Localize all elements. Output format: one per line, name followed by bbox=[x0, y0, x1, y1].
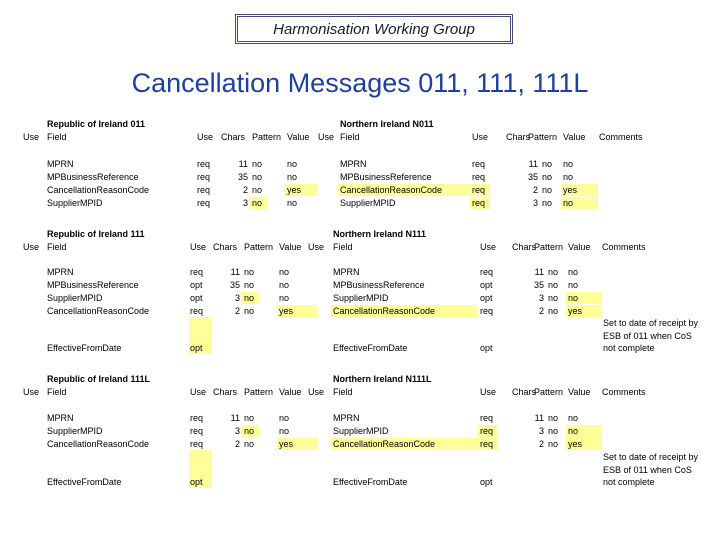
ni-field-header: Field bbox=[333, 387, 353, 397]
roi-use-header: Use bbox=[23, 242, 40, 252]
banner-text: Harmonisation Working Group bbox=[273, 20, 475, 38]
ni-row-value: yes bbox=[563, 185, 578, 195]
roi-row-pattern: no bbox=[252, 159, 263, 169]
roi-row-value: no bbox=[279, 413, 290, 423]
ni-comment-line: ESB of 011 when CoS bbox=[603, 330, 692, 341]
roi-row-use: req bbox=[197, 172, 211, 182]
ni-row-value: no bbox=[568, 267, 579, 277]
ni-section-title: Northern Ireland N111L bbox=[333, 374, 432, 384]
roi-chars-header: Chars bbox=[221, 132, 246, 142]
ni-pattern-header: Pattern bbox=[528, 132, 558, 142]
roi-row-chars: 35 bbox=[237, 172, 248, 182]
roi-row-field: SupplierMPID bbox=[47, 426, 103, 436]
roi-row-use: req bbox=[197, 198, 211, 208]
ni-comment-line: Set to date of receipt by bbox=[603, 318, 699, 328]
ni-row-use: req bbox=[480, 413, 494, 423]
roi-row-use: opt bbox=[190, 280, 203, 290]
roi-row-field: MPRN bbox=[47, 159, 74, 169]
ni-col-use-header: Use bbox=[480, 387, 497, 397]
ni-row-chars: 11 bbox=[534, 267, 544, 277]
roi-chars-header: Chars bbox=[213, 242, 238, 252]
roi-chars-header: Chars bbox=[213, 387, 238, 397]
roi-row-chars: 11 bbox=[230, 267, 240, 277]
roi-row-field: MPRN bbox=[47, 267, 74, 277]
roi-row-use: opt bbox=[190, 343, 203, 353]
roi-value-header: Value bbox=[279, 242, 302, 252]
ni-row-use: opt bbox=[480, 293, 493, 303]
roi-row-value: no bbox=[279, 426, 290, 436]
roi-row-field: SupplierMPID bbox=[47, 198, 103, 208]
roi-use-header: Use bbox=[23, 387, 40, 397]
roi-row-field: MPBusinessReference bbox=[47, 280, 139, 290]
roi-section-title: Republic of Ireland 111L bbox=[47, 374, 151, 384]
ni-row-chars: 3 bbox=[532, 198, 538, 208]
roi-section-title: Republic of Ireland 111 bbox=[47, 229, 145, 239]
ni-row-use: req bbox=[472, 198, 486, 208]
ni-use-header: Use bbox=[308, 387, 325, 397]
ni-field-header: Field bbox=[340, 132, 360, 142]
roi-row-pattern: no bbox=[244, 413, 255, 423]
ni-comments-header: Comments bbox=[602, 387, 646, 397]
slide-title: Cancellation Messages 011, 111, 111L bbox=[131, 68, 589, 98]
ni-row-use: req bbox=[480, 426, 494, 436]
roi-row-value: no bbox=[287, 159, 298, 169]
ni-row-pattern: no bbox=[542, 159, 553, 169]
ni-comment-line: not complete bbox=[603, 477, 655, 487]
roi-row-pattern: no bbox=[244, 439, 255, 449]
ni-row-field: MPBusinessReference bbox=[340, 172, 432, 182]
ni-row-pattern: no bbox=[548, 426, 559, 436]
ni-use-header: Use bbox=[308, 242, 325, 252]
roi-row-field: EffectiveFromDate bbox=[47, 343, 122, 353]
ni-chars-header: Chars bbox=[506, 132, 531, 142]
roi-row-pattern: no bbox=[252, 185, 263, 195]
ni-row-pattern: no bbox=[548, 413, 559, 423]
ni-row-chars: 3 bbox=[538, 426, 544, 436]
ni-pattern-header: Pattern bbox=[534, 387, 564, 397]
roi-row-pattern: no bbox=[244, 280, 255, 290]
roi-row-chars: 3 bbox=[234, 426, 240, 436]
ni-row-pattern: no bbox=[542, 172, 553, 182]
roi-pattern-header: Pattern bbox=[244, 242, 274, 252]
roi-row-pattern: no bbox=[252, 198, 263, 208]
roi-field-header: Field bbox=[47, 132, 67, 142]
ni-row-use: req bbox=[472, 185, 486, 195]
ni-row-use: req bbox=[480, 439, 494, 449]
ni-section-title: Northern Ireland N011 bbox=[340, 119, 434, 129]
ni-col-use-header: Use bbox=[480, 242, 497, 252]
ni-row-value: no bbox=[563, 198, 574, 208]
roi-row-chars: 11 bbox=[230, 413, 240, 423]
ni-chars-header: Chars bbox=[512, 387, 537, 397]
ni-row-field: CancellationReasonCode bbox=[333, 439, 436, 449]
ni-row-value: yes bbox=[568, 306, 583, 316]
ni-row-value: no bbox=[568, 413, 579, 423]
ni-chars-header: Chars bbox=[512, 242, 537, 252]
ni-row-chars: 35 bbox=[533, 280, 544, 290]
roi-row-use: req bbox=[197, 185, 211, 195]
ni-row-pattern: no bbox=[542, 198, 553, 208]
roi-row-use: req bbox=[197, 159, 211, 169]
roi-row-value: no bbox=[279, 267, 290, 277]
roi-value-header: Value bbox=[287, 132, 310, 142]
roi-section-title: Republic of Ireland 011 bbox=[47, 119, 146, 129]
ni-row-pattern: no bbox=[548, 439, 559, 449]
ni-row-use: opt bbox=[480, 343, 493, 353]
ni-row-value: yes bbox=[568, 439, 583, 449]
ni-section-title: Northern Ireland N111 bbox=[333, 229, 427, 239]
roi-row-value: no bbox=[287, 172, 298, 182]
ni-row-field: SupplierMPID bbox=[333, 426, 389, 436]
ni-row-pattern: no bbox=[548, 306, 559, 316]
ni-row-field: MPRN bbox=[333, 267, 360, 277]
roi-row-chars: 2 bbox=[242, 185, 248, 195]
ni-col-use-header: Use bbox=[472, 132, 489, 142]
working-group-banner bbox=[235, 14, 513, 44]
roi-row-field: MPRN bbox=[47, 413, 74, 423]
ni-row-field: MPRN bbox=[340, 159, 367, 169]
ni-row-chars: 3 bbox=[538, 293, 544, 303]
ni-value-header: Value bbox=[563, 132, 586, 142]
roi-row-pattern: no bbox=[244, 426, 255, 436]
ni-comment-line: Set to date of receipt by bbox=[603, 452, 699, 462]
roi-row-field: CancellationReasonCode bbox=[47, 185, 150, 195]
ni-row-pattern: no bbox=[542, 185, 553, 195]
roi-row-value: yes bbox=[287, 185, 302, 195]
roi-row-pattern: no bbox=[244, 293, 255, 303]
ni-row-chars: 2 bbox=[538, 439, 544, 449]
roi-row-chars: 2 bbox=[234, 439, 240, 449]
ni-row-use: req bbox=[480, 267, 494, 277]
roi-row-chars: 35 bbox=[229, 280, 240, 290]
roi-row-value: no bbox=[287, 198, 298, 208]
roi-row-use: req bbox=[190, 306, 204, 316]
roi-row-use: req bbox=[190, 413, 204, 423]
ni-use-header: Use bbox=[318, 132, 335, 142]
roi-row-chars: 2 bbox=[234, 306, 240, 316]
ni-row-use: req bbox=[472, 159, 486, 169]
roi-row-field: CancellationReasonCode bbox=[47, 306, 150, 316]
ni-row-pattern: no bbox=[548, 267, 559, 277]
roi-row-value: no bbox=[279, 280, 290, 290]
ni-comment-line: ESB of 011 when CoS bbox=[603, 464, 692, 475]
roi-row-chars: 3 bbox=[234, 293, 240, 303]
ni-row-field: CancellationReasonCode bbox=[340, 185, 443, 195]
ni-row-field: EffectiveFromDate bbox=[333, 343, 408, 353]
roi-row-field: SupplierMPID bbox=[47, 293, 103, 303]
ni-row-use: opt bbox=[480, 477, 493, 487]
roi-row-field: EffectiveFromDate bbox=[47, 477, 122, 487]
roi-pattern-header: Pattern bbox=[252, 132, 282, 142]
ni-value-header: Value bbox=[568, 387, 591, 397]
roi-row-value: no bbox=[279, 293, 290, 303]
ni-row-value: no bbox=[563, 172, 574, 182]
ni-row-field: EffectiveFromDate bbox=[333, 477, 408, 487]
ni-row-use: opt bbox=[480, 280, 493, 290]
ni-comments-header: Comments bbox=[602, 242, 646, 252]
roi-value-header: Value bbox=[279, 387, 302, 397]
ni-row-chars: 11 bbox=[534, 413, 544, 423]
ni-comment-line: not complete bbox=[603, 343, 655, 353]
ni-row-chars: 2 bbox=[532, 185, 538, 195]
roi-row-field: MPBusinessReference bbox=[47, 172, 139, 182]
ni-comments-header: Comments bbox=[599, 132, 643, 142]
roi-row-value: yes bbox=[279, 306, 294, 316]
roi-col-use-header: Use bbox=[190, 242, 207, 252]
roi-col-use-header: Use bbox=[190, 387, 207, 397]
ni-row-pattern: no bbox=[548, 280, 559, 290]
roi-row-use: req bbox=[190, 426, 204, 436]
ni-row-pattern: no bbox=[548, 293, 559, 303]
ni-row-chars: 35 bbox=[527, 172, 538, 182]
ni-field-header: Field bbox=[333, 242, 353, 252]
ni-row-value: no bbox=[568, 280, 579, 290]
ni-pattern-header: Pattern bbox=[534, 242, 564, 252]
roi-row-pattern: no bbox=[244, 267, 255, 277]
ni-row-field: MPBusinessReference bbox=[333, 280, 425, 290]
roi-row-pattern: no bbox=[244, 306, 255, 316]
ni-row-field: SupplierMPID bbox=[340, 198, 396, 208]
ni-row-field: SupplierMPID bbox=[333, 293, 389, 303]
roi-row-chars: 11 bbox=[238, 159, 248, 169]
roi-row-field: CancellationReasonCode bbox=[47, 439, 150, 449]
roi-row-use: opt bbox=[190, 477, 203, 487]
roi-row-value: yes bbox=[279, 439, 294, 449]
roi-row-use: req bbox=[190, 439, 204, 449]
roi-row-pattern: no bbox=[252, 172, 263, 182]
ni-row-value: no bbox=[568, 293, 579, 303]
roi-pattern-header: Pattern bbox=[244, 387, 274, 397]
roi-row-use: req bbox=[190, 267, 204, 277]
roi-row-use: opt bbox=[190, 293, 203, 303]
ni-row-value: no bbox=[563, 159, 574, 169]
ni-value-header: Value bbox=[568, 242, 591, 252]
ni-row-chars: 2 bbox=[538, 306, 544, 316]
ni-row-value: no bbox=[568, 426, 579, 436]
roi-row-chars: 3 bbox=[242, 198, 248, 208]
ni-row-use: req bbox=[480, 306, 494, 316]
roi-field-header: Field bbox=[47, 387, 67, 397]
ni-row-chars: 11 bbox=[528, 159, 538, 169]
roi-col-use-header: Use bbox=[197, 132, 214, 142]
roi-use-header: Use bbox=[23, 132, 40, 142]
ni-row-use: req bbox=[472, 172, 486, 182]
ni-row-field: MPRN bbox=[333, 413, 360, 423]
roi-field-header: Field bbox=[47, 242, 67, 252]
ni-row-field: CancellationReasonCode bbox=[333, 306, 436, 316]
